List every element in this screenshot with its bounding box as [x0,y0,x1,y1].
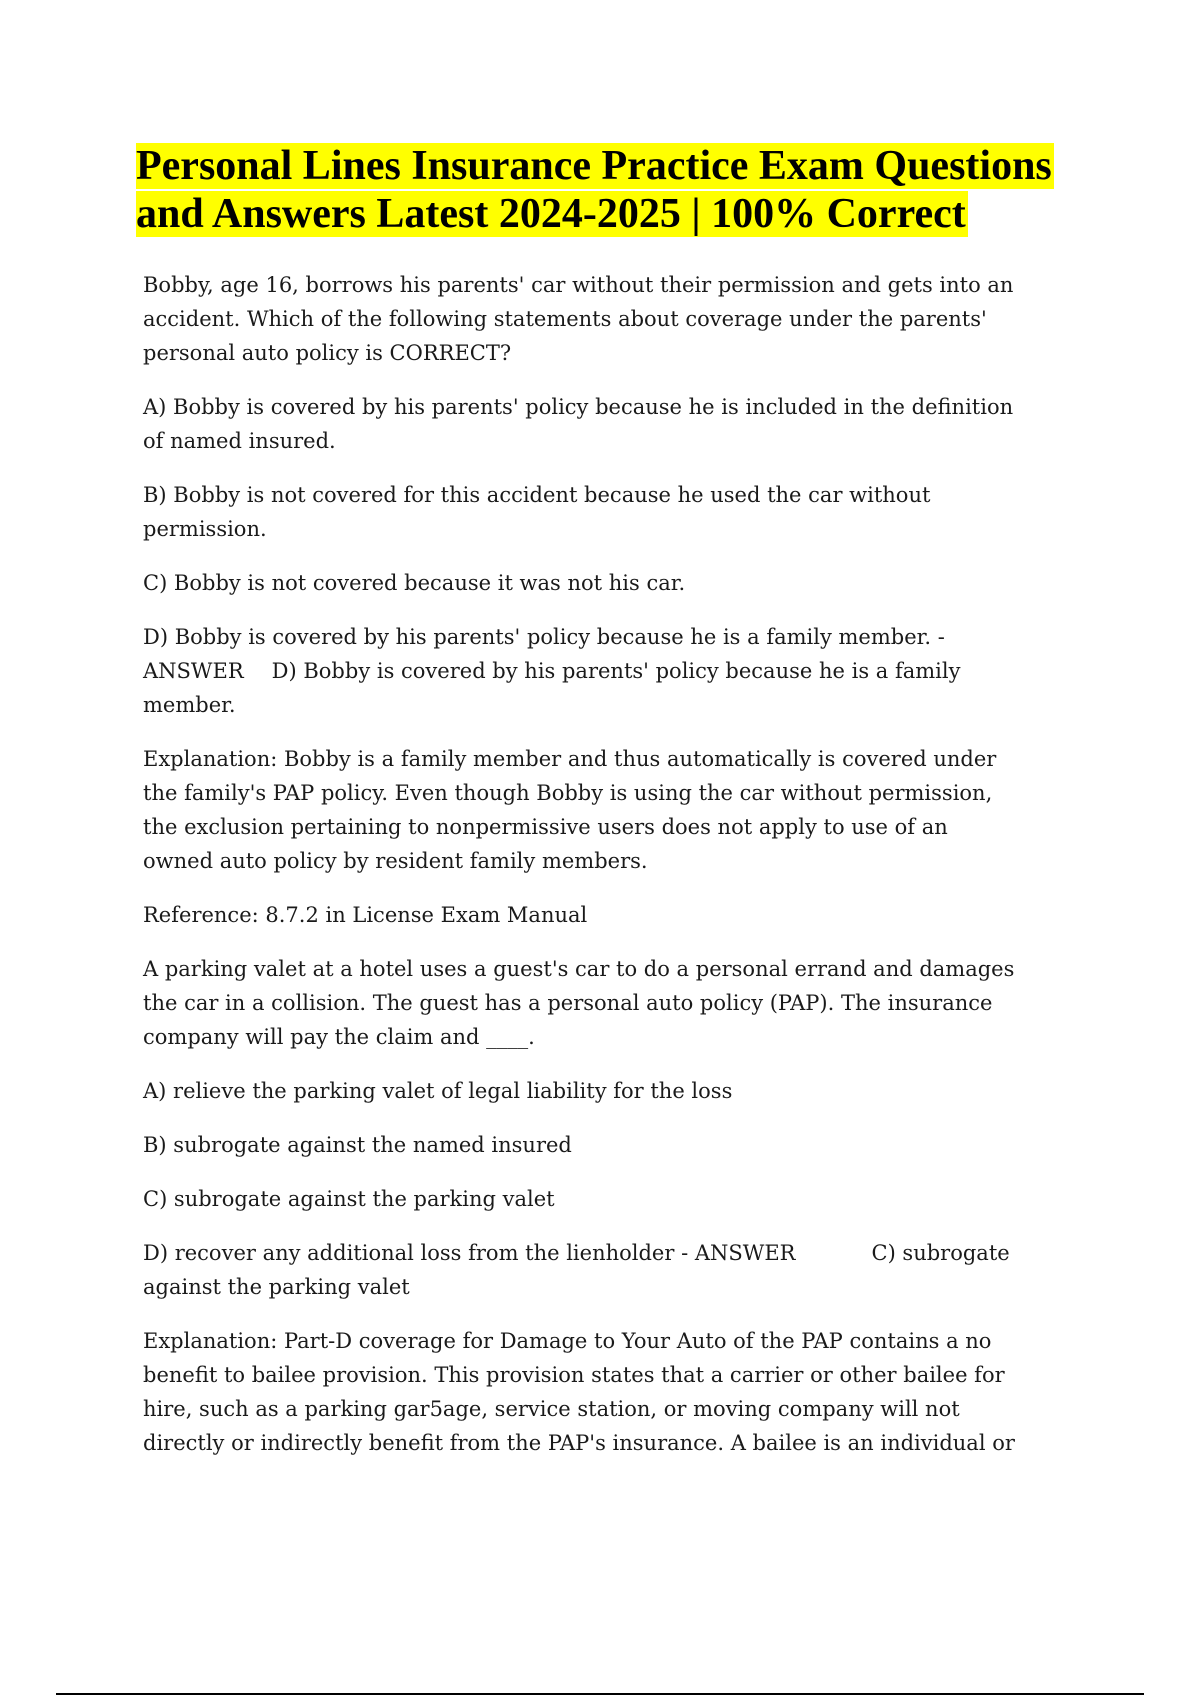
page-bottom-rule [56,1693,1144,1695]
question-1-stem: Bobby, age 16, borrows his parents' car without their permission and gets into an accident. Which of the following statements about coverage under the parents' personal auto policy is CORRECT? [143,273,1014,365]
question-2-option-d-with-answer [143,1236,1023,1304]
question-2-explanation: Explanation: Part-D coverage for Damage to Your Auto of the PAP contains a no benefit to bailee provision. This provision states that a carrier or other bailee for hire, such as a parking gar5age, service station, or moving company will not directly or indirectly benefit from the PAP's insurance. A bailee is an individual or [143,1329,1015,1455]
question-2-stem: A parking valet at a hotel uses a guest's car to do a personal errand and damages the car in a collision. The guest has a personal auto policy (PAP). The insurance company will pay the claim and ____. [143,957,1015,1049]
document-title [136,142,1116,238]
document-body [143,268,1023,1480]
question-1-explanation: Explanation: Bobby is a family member and thus automatically is covered under the family's PAP policy. Even though Bobby is using the car without permission, the exclusion pertaining to nonpermissive users does not apply to use of an owned auto policy by resident family members. [143,747,997,873]
question-2-option-b: B) subrogate against the named insured [143,1133,572,1157]
question-1-option-d: D) Bobby is covered by his parents' policy because he is a family member. - ANSWER [143,625,945,683]
question-1-option-d-with-answer [143,620,1023,722]
question-1-option-c: C) Bobby is not covered because it was not his car. [143,571,686,595]
title-highlight: Personal Lines Insurance Practice Exam Questions and Answers Latest 2024-2025 | 100% Correct [136,143,1052,237]
question-2-answer: C) subrogate against the parking valet [143,1241,1010,1299]
question-1-reference: Reference: 8.7.2 in License Exam Manual [143,903,588,927]
question-2-option-c: C) subrogate against the parking valet [143,1187,555,1211]
question-1-option-b: B) Bobby is not covered for this accident because he used the car without permission. [143,483,931,541]
question-2-option-a: A) relieve the parking valet of legal liability for the loss [143,1079,733,1103]
question-1-option-a: A) Bobby is covered by his parents' policy because he is included in the definition of named insured. [143,395,1014,453]
question-1-answer: D) Bobby is covered by his parents' policy because he is a family member. [143,659,961,717]
question-2-option-d: D) recover any additional loss from the lienholder - ANSWER [143,1241,796,1265]
